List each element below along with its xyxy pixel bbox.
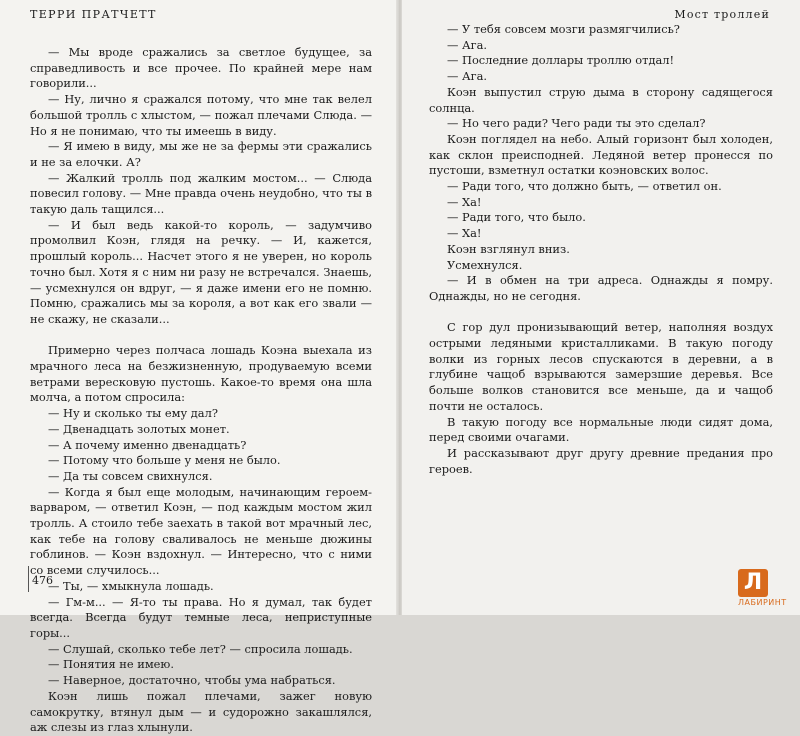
paragraph: Коэн лишь пожал плечами, зажег новую самокрутку, втянул дым — и судорожно закашлялся, аж слезы из глаз хлынули. — [30, 688, 372, 735]
publisher-watermark — [738, 569, 792, 609]
paragraph: — Ты, — хмыкнула лошадь. — [48, 578, 214, 593]
paragraph: — Ага. — [447, 69, 488, 84]
paragraph: — Слушай, сколько тебе лет? — спросила лошадь. — [48, 641, 353, 656]
left-page-text — [30, 45, 372, 736]
watermark-word: ЛАБИРИНТ — [738, 598, 787, 607]
folio-rule — [28, 566, 29, 592]
paragraph: Коэн выпустил струю дыма в сторону садящегося солнца. — [429, 84, 773, 115]
paragraph: Усмехнулся. — [447, 257, 523, 272]
paragraph: — Двенадцать золотых монет. — [48, 421, 230, 436]
paragraph: — Последние доллары троллю отдал! — [447, 53, 675, 68]
page-number: 476 — [32, 574, 53, 587]
paragraph: — И в обмен на три адреса. Однажды я помру. Однажды, но не сегодня. — [429, 273, 773, 303]
paragraph: — Жалкий тролль под жалким мостом... — Слюда повесил голову. — Мне правда очень неудобно, что ты в такую даль тащился... — [30, 170, 372, 217]
paragraph: — У тебя совсем мозги размягчились? — [447, 22, 680, 36]
paragraph: — И был ведь какой-то король, — задумчиво промолвил Коэн, глядя на речку. — И, кажется, прошлый король... Насчет этого я не уверен, но король точно был. Хотя я с ним ни разу не встречался. Знаешь, — усмехнулся он вдруг, — я даже имени его не помню. Помню, сражались мы за короля, а вот как его звали — не скажу, не сказали... — [30, 217, 372, 326]
paragraph: — Когда я был еще молодым, начинающим героем-варваром, — ответил Коэн, — под каждым мостом жил тролль. А стоило тебе заехать в такой вот мрачный лес, как тебе на голову сваливалось не меньше дюжины гоблинов. — Коэн вздохнул. — Интересно, что с ними со всеми случилось... — [30, 484, 372, 578]
paragraph: — Ну, лично я сражался потому, что мне так велел большой тролль с хлыстом, — пожал плечами Слюда. — Но я не понимаю, что ты имеешь в виду. — [30, 92, 372, 138]
section-break — [429, 305, 773, 321]
paragraph: — Да ты совсем свихнулся. — [48, 468, 213, 483]
paragraph: — Но чего ради? Чего ради ты это сделал? — [447, 116, 706, 131]
paragraph: — Понятия не имею. — [48, 657, 174, 672]
paragraph: — Ха! — [447, 226, 482, 241]
right-page-text — [429, 22, 773, 477]
paragraph: — Ну и сколько ты ему дал? — [48, 406, 218, 421]
paragraph: С гор дул пронизывающий ветер, наполняя воздух острыми ледяными кристалликами. В такую погоду волки из горных лесов спускаются в деревни, а в глубине чащоб взрываются замерзшие деревья. Все больше волков становится все меньше, да и чащоб почти не осталось. — [429, 320, 773, 413]
paragraph: — Ха! — [447, 194, 482, 209]
paragraph: Примерно через полчаса лошадь Коэна выехала из мрачного леса на безжизненную, продуваемую всеми ветрами вересковую пустошь. Какое-то время она шла молча, а потом спросила: — [30, 343, 372, 405]
labirint-logo-icon: Л — [738, 569, 768, 597]
right-running-head: Мост троллей — [674, 8, 770, 21]
paragraph: Коэн взглянул вниз. — [447, 241, 570, 256]
left-running-head: ТЕРРИ ПРАТЧЕТТ — [30, 8, 157, 21]
paragraph: — А почему именно двенадцать? — [48, 437, 247, 452]
paragraph: — Наверное, достаточно, чтобы ума набраться. — [48, 673, 336, 688]
paragraph: — Я имею в виду, мы же не за фермы эти сражались и не за елочки. А? — [30, 139, 372, 169]
paragraph: — Ради того, что должно быть, — ответил он. — [447, 179, 722, 194]
paragraph: — Ради того, что было. — [447, 210, 586, 225]
paragraph: — Потому что больше у меня не было. — [48, 453, 281, 468]
paragraph: В такую погоду все нормальные люди сидят дома, перед своими очагами. — [429, 414, 773, 445]
section-break — [30, 328, 372, 344]
paragraph: Коэн поглядел на небо. Алый горизонт был холоден, как склон преисподней. Ледяной ветер пронесся по пустоши, взметнул остатки коэновских волос. — [429, 131, 773, 178]
paragraph: — Ага. — [447, 37, 488, 52]
left-page — [0, 0, 398, 735]
paragraph: — Гм-м... — Я-то ты права. Но я думал, так будет всегда. Всегда будут темные леса, неприступные горы... — [30, 594, 372, 640]
right-page — [402, 0, 800, 615]
paragraph: И рассказывают друг другу древние предания про героев. — [429, 445, 773, 476]
paragraph: — Мы вроде сражались за светлое будущее, за справедливость и все прочее. По крайней мере нам говорили... — [30, 45, 372, 91]
